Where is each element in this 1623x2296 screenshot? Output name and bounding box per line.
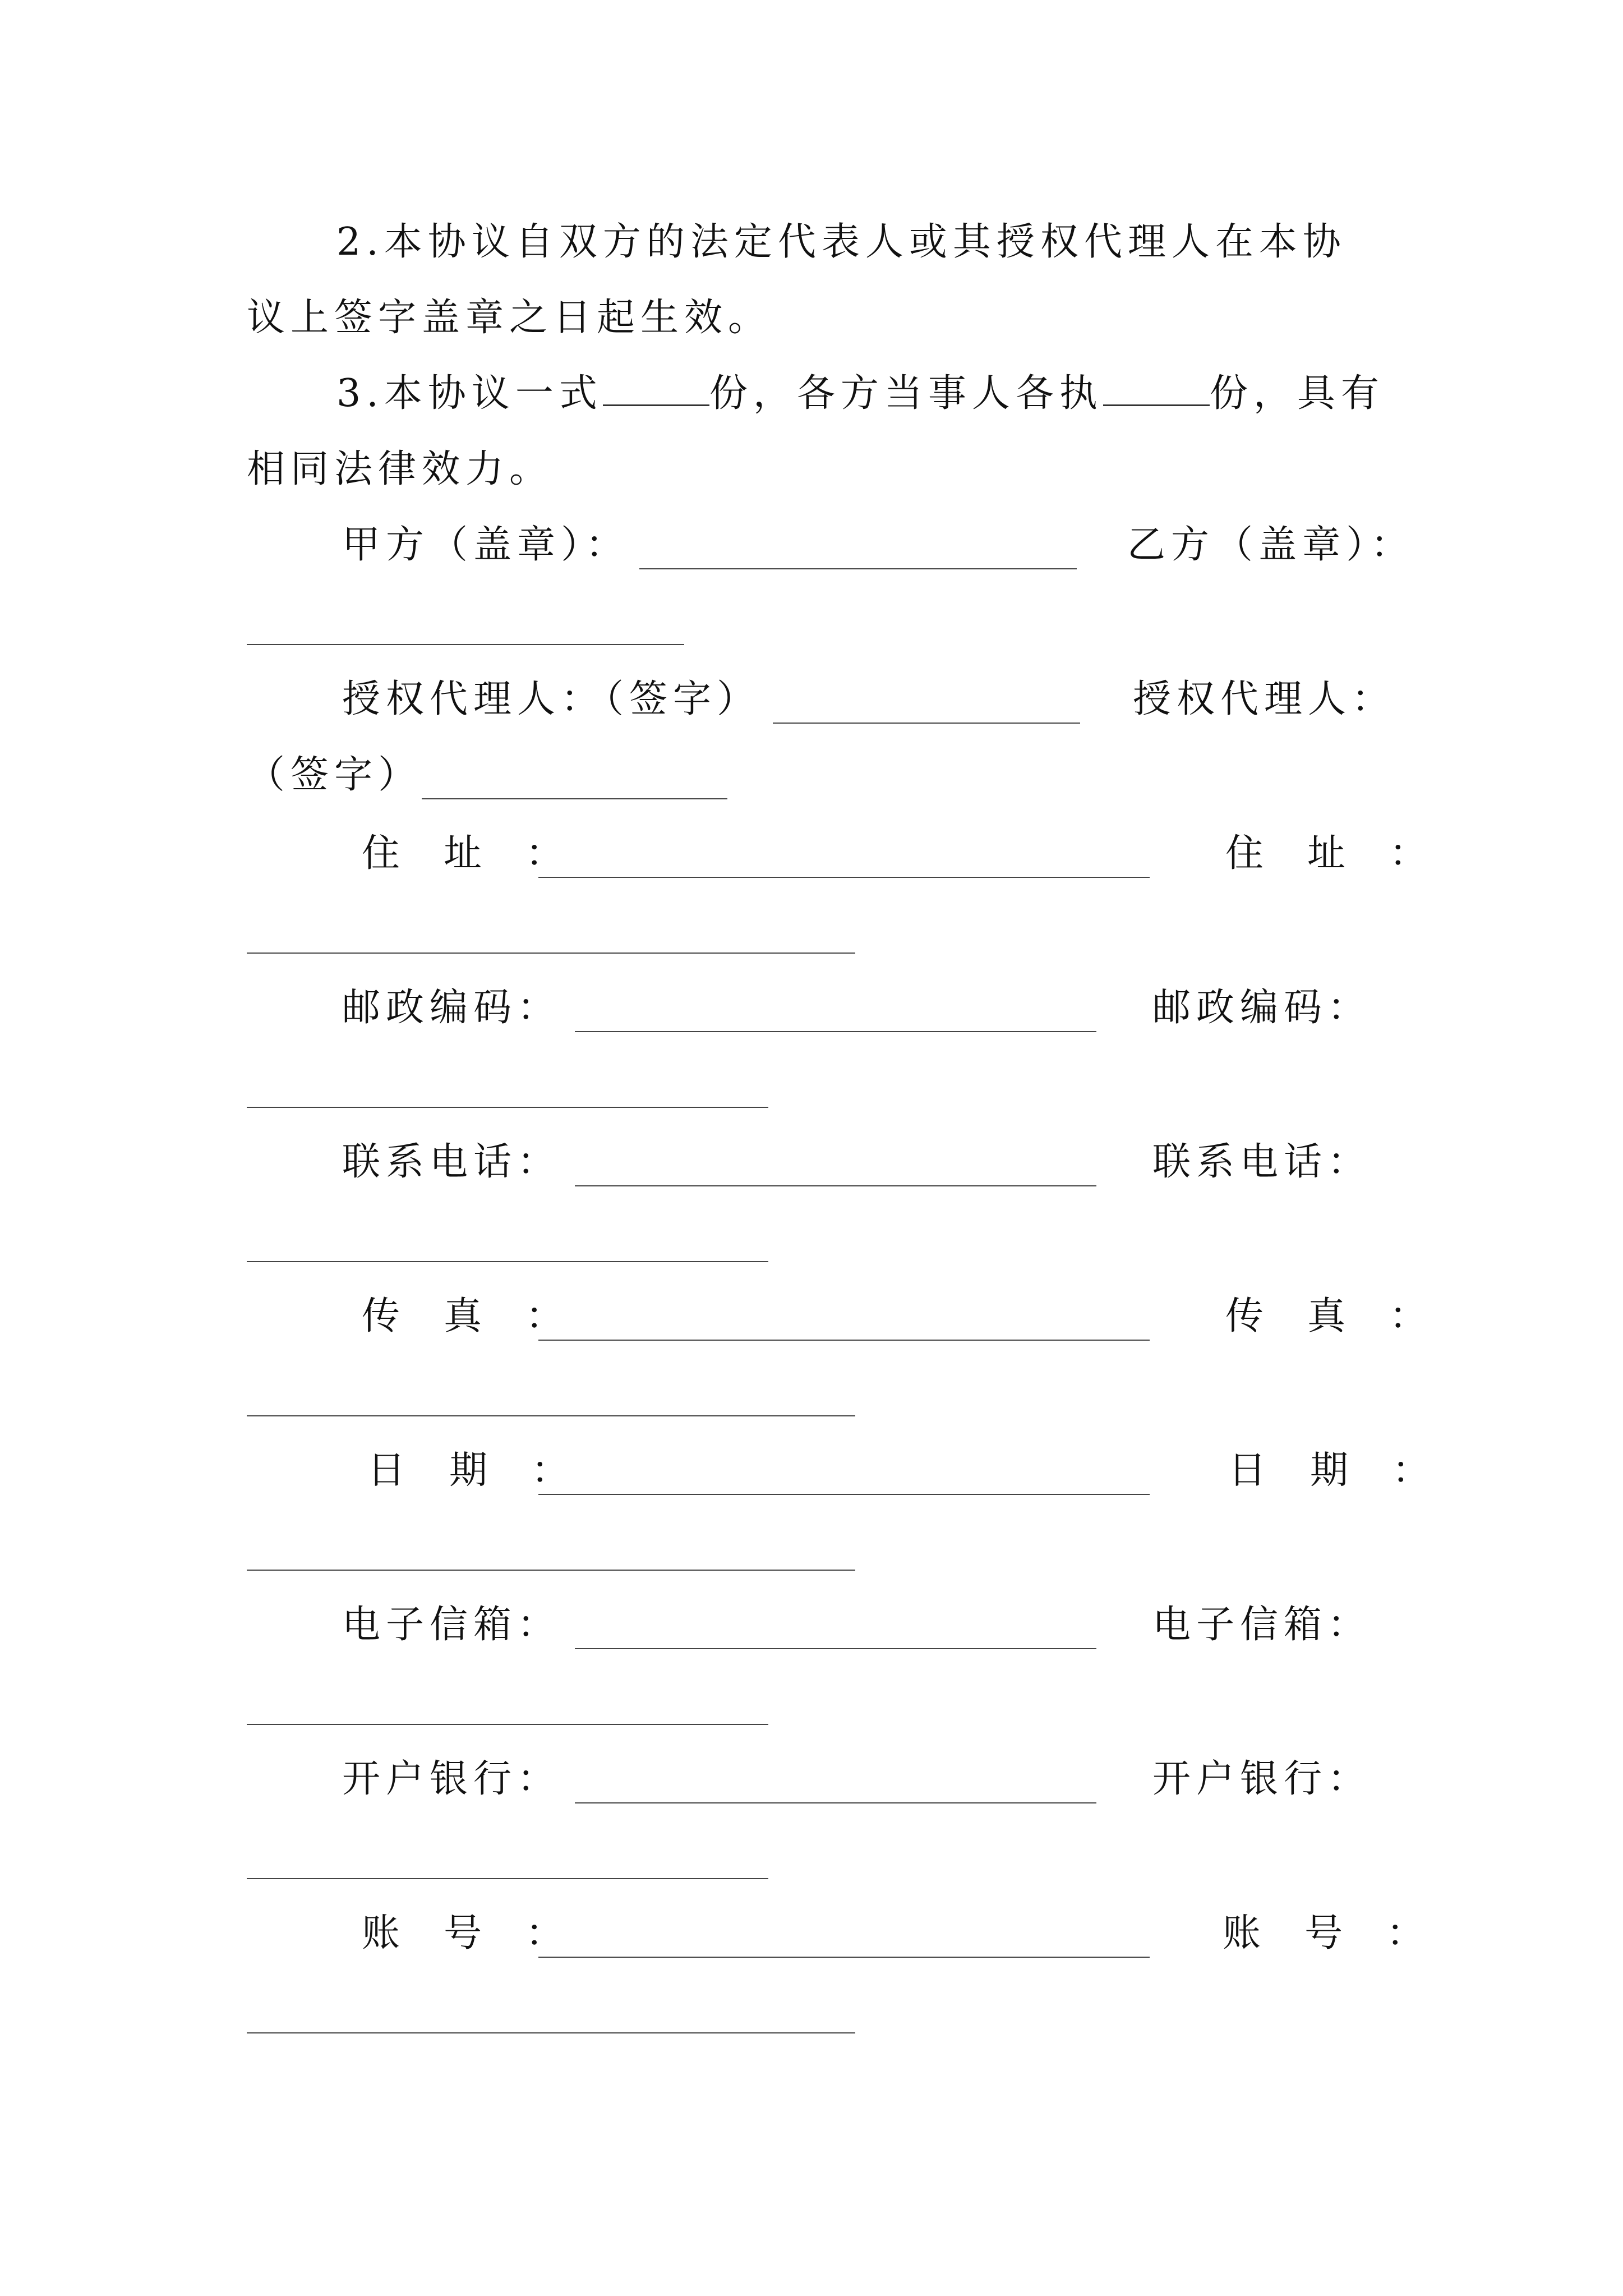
address-b-blank[interactable] [247, 953, 855, 954]
account-a-label: 账号： [362, 1911, 608, 1955]
postcode-b-blank[interactable] [247, 1107, 768, 1108]
clause-3-text-c: 份，具有 [1209, 371, 1385, 416]
agent-a-sign-blank[interactable] [773, 723, 1080, 724]
date-a-label: 日期： [367, 1448, 614, 1493]
agent-b-sign-label: （签字） [247, 753, 422, 797]
date-a-blank[interactable] [538, 1494, 1150, 1495]
agent-a-label: 授权代理人：（签字） [342, 677, 761, 721]
clause-3-line-2: 相同法律效力。 [247, 447, 554, 491]
phone-a-label: 联系电话： [342, 1140, 561, 1184]
copies-total-blank[interactable] [603, 403, 709, 406]
fax-a-label: 传真： [362, 1294, 608, 1338]
account-b-label: 账号： [1223, 1911, 1469, 1955]
fax-b-label: 传真： [1225, 1294, 1472, 1338]
party-a-seal-blank[interactable] [639, 568, 1077, 569]
email-a-label: 电子信箱： [342, 1603, 561, 1647]
fax-b-blank[interactable] [247, 1415, 855, 1416]
bank-a-label: 开户银行： [342, 1757, 561, 1801]
address-a-blank[interactable] [538, 877, 1150, 878]
bank-a-blank[interactable] [575, 1802, 1096, 1803]
phone-a-blank[interactable] [575, 1185, 1096, 1186]
address-b-label: 住址： [1225, 831, 1472, 876]
email-b-blank[interactable] [247, 1724, 768, 1725]
bank-b-label: 开户银行： [1152, 1757, 1372, 1801]
phone-b-blank[interactable] [247, 1261, 768, 1262]
account-b-blank[interactable] [247, 2032, 855, 2033]
email-b-label: 电子信箱： [1152, 1603, 1372, 1647]
postcode-a-label: 邮政编码： [342, 986, 561, 1030]
address-a-label: 住址： [362, 831, 608, 876]
postcode-b-label: 邮政编码： [1152, 986, 1372, 1030]
email-a-blank[interactable] [575, 1648, 1096, 1649]
agent-b-sign-blank[interactable] [422, 798, 727, 799]
clause-2-line-1: 2.本协议自双方的法定代表人或其授权代理人在本协 [336, 220, 1347, 264]
fax-a-blank[interactable] [538, 1340, 1150, 1341]
bank-b-blank[interactable] [247, 1878, 768, 1879]
clause-2-line-2: 议上签字盖章之日起生效。 [247, 296, 772, 340]
phone-b-label: 联系电话： [1152, 1140, 1372, 1184]
account-a-blank[interactable] [538, 1957, 1150, 1958]
date-b-label: 日期： [1228, 1448, 1474, 1493]
clause-3-line-1 [336, 371, 1385, 416]
date-b-blank[interactable] [247, 1570, 855, 1571]
postcode-a-blank[interactable] [575, 1031, 1096, 1032]
party-b-seal-blank[interactable] [247, 644, 684, 645]
copies-each-blank[interactable] [1103, 403, 1210, 406]
clause-3-text-b: 份，各方当事人各执 [709, 371, 1103, 416]
party-b-seal-label: 乙方（盖章）： [1127, 523, 1415, 567]
clause-3-text-a: 3.本协议一式 [336, 371, 603, 416]
agent-b-label: 授权代理人： [1133, 677, 1396, 721]
party-a-seal-label: 甲方（盖章）： [342, 523, 630, 567]
